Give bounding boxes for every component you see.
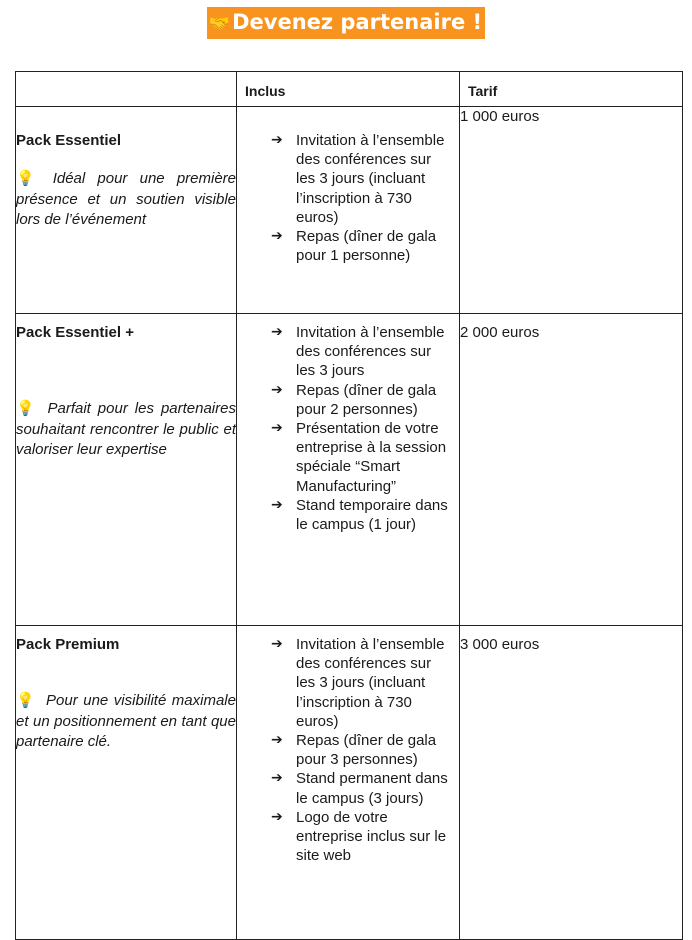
- header-cell-inclus: Inclus: [237, 72, 460, 107]
- list-item: ➔ Stand temporaire dans le campus (1 jour): [271, 496, 448, 534]
- pack-name-cell: [16, 107, 237, 314]
- arrow-right-icon: ➔: [271, 808, 283, 825]
- lightbulb-icon: 💡: [16, 400, 38, 417]
- pack-price: 2 000 euros: [460, 324, 540, 341]
- arrow-right-icon: ➔: [271, 732, 283, 749]
- pack-name: Pack Premium: [16, 636, 120, 653]
- pack-name: Pack Essentiel: [16, 132, 122, 149]
- arrow-right-icon: ➔: [271, 770, 283, 787]
- list-item: ➔ Invitation à l’ensemble des conférences sur les 3 jours (incluant l’inscription à 730 euros): [271, 132, 445, 226]
- page-title: [207, 7, 485, 39]
- table-row: [16, 626, 683, 940]
- feature-list: [237, 323, 459, 534]
- lightbulb-icon: 💡: [16, 170, 43, 187]
- pack-price: 3 000 euros: [460, 636, 540, 653]
- table-row: [16, 107, 683, 314]
- table-row: [16, 314, 683, 626]
- price-cell: [460, 626, 683, 940]
- pack-description: 💡 Pour une visibilité maximale et un positionnement en tant que partenaire clé.: [16, 692, 236, 750]
- arrow-right-icon: ➔: [271, 636, 283, 652]
- list-item: ➔ Repas (dîner de gala pour 3 personnes): [271, 732, 437, 769]
- arrow-right-icon: ➔: [271, 420, 283, 437]
- page-title-text: Devenez partenaire !: [232, 10, 483, 34]
- lightbulb-icon: 💡: [16, 692, 37, 709]
- feature-list: [237, 131, 459, 265]
- header-cell-tarif: Tarif: [460, 72, 683, 107]
- features-cell: [237, 314, 460, 626]
- header-cell-empty: [16, 72, 237, 107]
- pack-name-cell: [16, 314, 237, 626]
- title-wrapper: [0, 7, 692, 39]
- pack-description: 💡 Parfait pour les partenaires souhaitant rencontrer le public et valoriser leur expertise: [16, 400, 236, 458]
- packs-table: [15, 71, 683, 940]
- price-cell: [460, 314, 683, 626]
- pack-name-cell: [16, 626, 237, 940]
- feature-list: [237, 635, 459, 865]
- pack-name: Pack Essentiel +: [16, 324, 134, 341]
- pack-description: 💡 Idéal pour une première présence et un soutien visible lors de l’événement: [16, 170, 237, 228]
- features-cell: [237, 626, 460, 940]
- list-item: ➔ Stand permanent dans le campus (3 jours): [271, 770, 448, 807]
- list-item: ➔ Invitation à l’ensemble des conférences sur les 3 jours: [271, 324, 445, 380]
- features-cell: [237, 107, 460, 314]
- list-item: ➔ Invitation à l’ensemble des conférences sur les 3 jours (incluant l’inscription à 730 euros): [271, 636, 445, 730]
- arrow-right-icon: ➔: [271, 132, 283, 148]
- list-item: ➔ Repas (dîner de gala pour 1 personne): [271, 228, 437, 265]
- handshake-icon: 🤝: [208, 14, 231, 34]
- arrow-right-icon: ➔: [271, 496, 283, 513]
- arrow-right-icon: ➔: [271, 324, 283, 340]
- table-header-row: [16, 72, 683, 107]
- list-item: ➔ Repas (dîner de gala pour 2 personnes): [271, 381, 437, 418]
- list-item: ➔ Présentation de votre entreprise à la session spéciale “Smart Manufacturing”: [271, 420, 447, 495]
- arrow-right-icon: ➔: [271, 381, 283, 398]
- list-item: ➔ Logo de votre entreprise inclus sur le site web: [271, 808, 447, 865]
- arrow-right-icon: ➔: [271, 228, 283, 245]
- price-cell: [460, 107, 683, 314]
- pack-price: 1 000 euros: [460, 108, 540, 125]
